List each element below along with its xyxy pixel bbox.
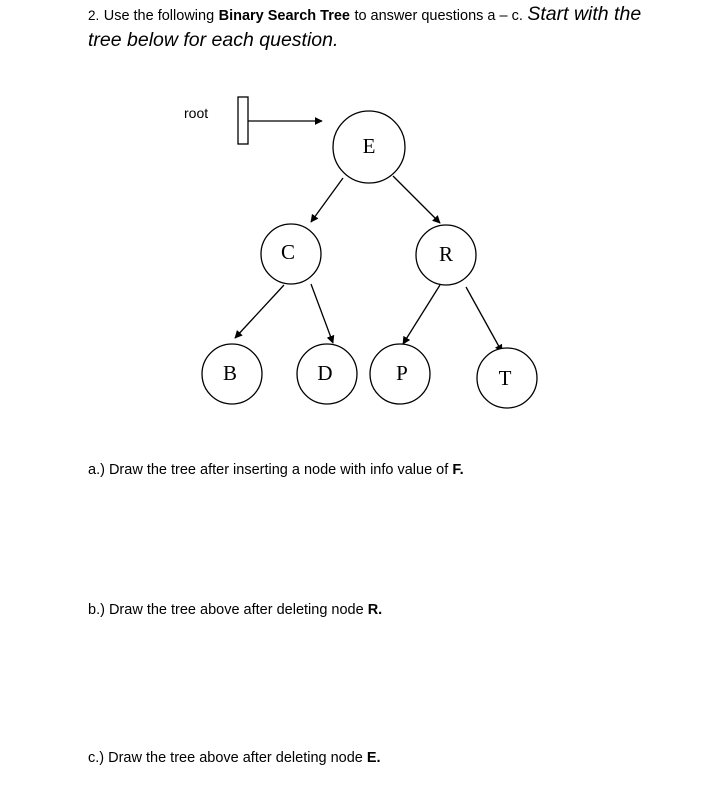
node-e <box>333 111 405 183</box>
node-b <box>202 344 262 404</box>
edge-c-b <box>235 285 284 338</box>
root-pointer-box <box>238 97 248 144</box>
edge-e-c <box>311 178 343 222</box>
node-d-label: D <box>317 360 333 385</box>
question-intro: Use the following <box>103 8 215 24</box>
question-intro-end: to answer questions a – c. <box>354 8 523 24</box>
part-a-text: a.) Draw the tree after inserting a node with info value of <box>88 462 449 478</box>
part-a <box>88 462 464 478</box>
part-c-text: c.) Draw the tree above after deleting node <box>88 750 367 766</box>
node-c-label: C <box>280 239 296 264</box>
node-r-label: R <box>438 241 454 266</box>
part-c <box>88 750 381 766</box>
edge-e-r <box>393 176 440 223</box>
edge-c-d <box>311 284 333 343</box>
question-emphasis-2: tree below for each question. <box>88 29 339 51</box>
part-c-value: E. <box>366 750 381 766</box>
edge-r-p <box>403 285 440 344</box>
part-b-text: b.) Draw the tree above after deleting node <box>88 602 368 618</box>
part-b-value: R. <box>367 602 383 618</box>
node-t-label: T <box>498 365 512 390</box>
part-a-value: F. <box>452 462 464 478</box>
node-p <box>370 344 430 404</box>
node-r <box>416 225 476 285</box>
edge-r-t <box>466 287 502 352</box>
root-label: root <box>184 105 209 121</box>
node-c <box>261 224 321 284</box>
question-number: 2. <box>88 8 100 23</box>
node-p-label: P <box>396 360 408 385</box>
node-b-label: B <box>222 360 238 385</box>
node-d <box>297 344 357 404</box>
node-e-label: E <box>362 133 376 158</box>
part-b <box>88 602 382 618</box>
question-emphasis-1: Start with the <box>527 3 642 25</box>
question-bst-term: Binary Search Tree <box>218 8 350 24</box>
node-t <box>477 348 537 408</box>
